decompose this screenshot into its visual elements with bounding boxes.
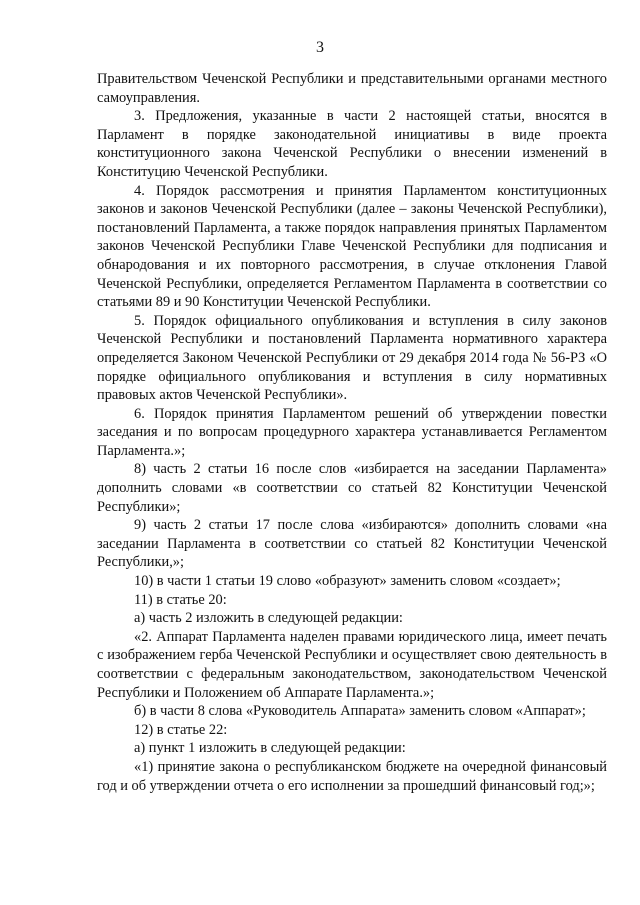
quoted-part-2: «2. Аппарат Парламента наделен правами юридического лица, имеет печать с изображением герба Чеченской Республики и осуществляет свою деятельность в соответствии с федеральным законодательством, законодательством Чеченской Республики и Положением об Аппарате Парламента.»;	[97, 628, 607, 701]
amendment-item-11: 11) в статье 20:	[134, 591, 227, 608]
paragraph-item-4: 4. Порядок рассмотрения и принятия Парламентом конституционных законов и законов Чеченской Республики (далее – законы Чеченской Республики), постановлений Парламента, а также порядок направления принятых Парламентом законов Чеченской Республики Главе Чеченской Республики для подписания и обнародования и их повторного рассмотрения, в случае отклонения Главой Чеченской Республики, определяется Регламентом Парламента в соответствии со статьями 89 и 90 Конституции Чеченской Республики.	[97, 182, 607, 311]
document-body	[97, 70, 607, 795]
paragraph-item-3: 3. Предложения, указанные в части 2 настоящей статьи, вносятся в Парламент в порядке законодательной инициативы в виде проекта конституционного закона Чеченской Республики о внесении изменений в Конституцию Чеченской Республики.	[97, 108, 607, 180]
page-number: 3	[316, 39, 324, 56]
amendment-item-9: 9) часть 2 статьи 17 после слова «избираются» дополнить словами «на заседании Парламента в соответствии со статьей 82 Конституции Чеченской Республики,»;	[97, 517, 607, 571]
amendment-item-10: 10) в части 1 статьи 19 слово «образуют» заменить словом «создает»;	[134, 573, 561, 590]
paragraph-continuation: Правительством Чеченской Республики и представительными органами местного самоуправления.	[97, 71, 607, 106]
quoted-point-1: «1) принятие закона о республиканском бюджете на очередной финансовый год и об утверждении отчета о его исполнении за прошедший финансовый год;»;	[97, 758, 607, 794]
amendment-item-8: 8) часть 2 статьи 16 после слов «избирается на заседании Парламента» дополнить словами «в соответствии со статьей 82 Конституции Чеченской Республики»;	[97, 461, 607, 515]
amendment-subitem-a-2: а) пункт 1 изложить в следующей редакции:	[134, 740, 406, 757]
amendment-subitem-a: а) часть 2 изложить в следующей редакции:	[134, 610, 403, 627]
paragraph-item-6: 6. Порядок принятия Парламентом решений об утверждении повестки заседания и по вопросам процедурного характера устанавливается Регламентом Парламента.»;	[97, 405, 607, 459]
paragraph-item-5: 5. Порядок официального опубликования и вступления в силу законов Чеченской Республики и постановлений Парламента нормативного характера определяется Законом Чеченской Республики от 29 декабря 2014 года № 56-РЗ «О порядке официального опубликования и вступления в силу нормативных правовых актов Чеченской Республики».	[97, 312, 607, 404]
amendment-item-12: 12) в статье 22:	[134, 721, 228, 738]
amendment-subitem-b: б) в части 8 слова «Руководитель Аппарата» заменить словом «Аппарат»;	[134, 703, 586, 720]
